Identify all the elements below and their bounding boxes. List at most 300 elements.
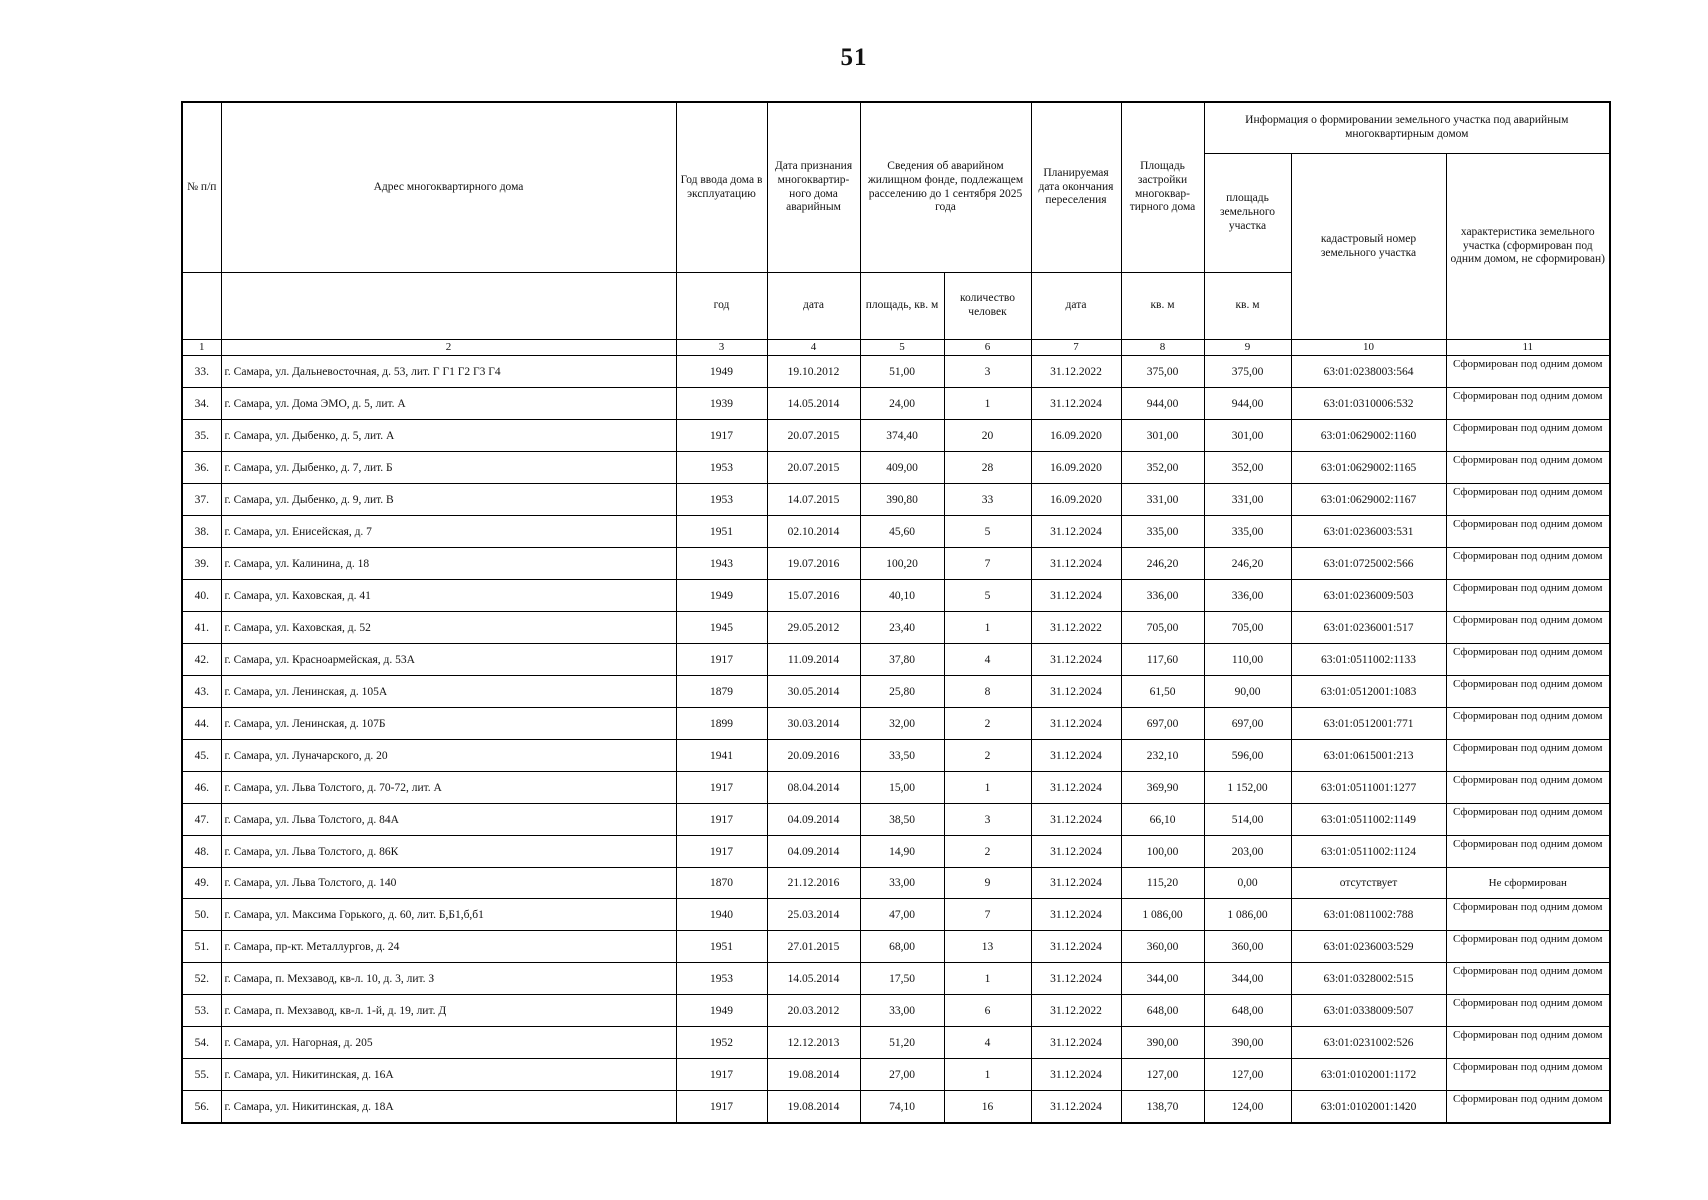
row-number: 42. xyxy=(182,644,221,676)
row-address: г. Самара, ул. Никитинская, д. 16А xyxy=(221,1059,676,1091)
row-people: 1 xyxy=(944,772,1031,804)
row-building-area: 100,00 xyxy=(1121,836,1204,868)
unit-year: год xyxy=(676,273,767,340)
row-building-area: 369,90 xyxy=(1121,772,1204,804)
row-cadastral: 63:01:0328002:515 xyxy=(1291,963,1446,995)
row-people: 16 xyxy=(944,1091,1031,1124)
row-area: 51,00 xyxy=(860,356,944,388)
row-characteristic: Сформирован под одним домом xyxy=(1446,676,1610,708)
row-cadastral: 63:01:0725002:566 xyxy=(1291,548,1446,580)
row-planned-date: 31.12.2024 xyxy=(1031,1059,1121,1091)
table-row xyxy=(182,740,1610,772)
row-characteristic: Сформирован под одним домом xyxy=(1446,644,1610,676)
row-number: 48. xyxy=(182,836,221,868)
row-area: 14,90 xyxy=(860,836,944,868)
column-number: 8 xyxy=(1121,340,1204,356)
row-characteristic: Сформирован под одним домом xyxy=(1446,708,1610,740)
row-address: г. Самара, ул. Дыбенко, д. 9, лит. В xyxy=(221,484,676,516)
row-area: 27,00 xyxy=(860,1059,944,1091)
row-number: 43. xyxy=(182,676,221,708)
row-people: 13 xyxy=(944,931,1031,963)
row-recognition-date: 27.01.2015 xyxy=(767,931,860,963)
row-address: г. Самара, ул. Дыбенко, д. 5, лит. А xyxy=(221,420,676,452)
row-cadastral: 63:01:0629002:1160 xyxy=(1291,420,1446,452)
row-planned-date: 31.12.2024 xyxy=(1031,931,1121,963)
row-address: г. Самара, ул. Енисейская, д. 7 xyxy=(221,516,676,548)
row-planned-date: 31.12.2022 xyxy=(1031,612,1121,644)
row-characteristic: Сформирован под одним домом xyxy=(1446,1091,1610,1124)
unit-building: кв. м xyxy=(1121,273,1204,340)
table-row xyxy=(182,708,1610,740)
header-address-unit xyxy=(221,273,676,340)
row-building-area: 61,50 xyxy=(1121,676,1204,708)
table-row xyxy=(182,420,1610,452)
row-building-area: 648,00 xyxy=(1121,995,1204,1027)
row-land-area: 110,00 xyxy=(1204,644,1291,676)
row-recognition-date: 19.08.2014 xyxy=(767,1091,860,1124)
row-planned-date: 31.12.2024 xyxy=(1031,548,1121,580)
unit-area: площадь, кв. м xyxy=(860,273,944,340)
row-building-area: 301,00 xyxy=(1121,420,1204,452)
column-number: 2 xyxy=(221,340,676,356)
row-characteristic: Сформирован под одним домом xyxy=(1446,580,1610,612)
row-planned-date: 31.12.2022 xyxy=(1031,356,1121,388)
header-cadastral: кадастровый номер земельного участка xyxy=(1291,154,1446,340)
row-planned-date: 31.12.2024 xyxy=(1031,580,1121,612)
row-building-area: 375,00 xyxy=(1121,356,1204,388)
row-characteristic: Сформирован под одним домом xyxy=(1446,963,1610,995)
row-address: г. Самара, ул. Максима Горького, д. 60, лит. Б,Б1,б,б1 xyxy=(221,899,676,931)
row-area: 17,50 xyxy=(860,963,944,995)
row-address: г. Самара, ул. Ленинская, д. 105А xyxy=(221,676,676,708)
row-building-area: 360,00 xyxy=(1121,931,1204,963)
row-area: 23,40 xyxy=(860,612,944,644)
row-cadastral: 63:01:0511002:1133 xyxy=(1291,644,1446,676)
row-land-area: 127,00 xyxy=(1204,1059,1291,1091)
row-area: 409,00 xyxy=(860,452,944,484)
row-characteristic: Сформирован под одним домом xyxy=(1446,484,1610,516)
row-land-area: 596,00 xyxy=(1204,740,1291,772)
table-row xyxy=(182,836,1610,868)
table-body xyxy=(182,356,1610,1124)
row-year: 1940 xyxy=(676,899,767,931)
row-area: 33,50 xyxy=(860,740,944,772)
table-row xyxy=(182,931,1610,963)
row-recognition-date: 29.05.2012 xyxy=(767,612,860,644)
page-number: 51 xyxy=(840,44,868,71)
row-address: г. Самара, ул. Льва Толстого, д. 70-72, лит. А xyxy=(221,772,676,804)
row-planned-date: 31.12.2022 xyxy=(1031,995,1121,1027)
row-people: 20 xyxy=(944,420,1031,452)
column-number: 4 xyxy=(767,340,860,356)
row-area: 74,10 xyxy=(860,1091,944,1124)
row-land-area: 1 152,00 xyxy=(1204,772,1291,804)
row-number: 50. xyxy=(182,899,221,931)
row-cadastral: 63:01:0511002:1124 xyxy=(1291,836,1446,868)
row-building-area: 138,70 xyxy=(1121,1091,1204,1124)
row-building-area: 127,00 xyxy=(1121,1059,1204,1091)
row-recognition-date: 12.12.2013 xyxy=(767,1027,860,1059)
row-building-area: 335,00 xyxy=(1121,516,1204,548)
row-characteristic: Сформирован под одним домом xyxy=(1446,388,1610,420)
row-people: 7 xyxy=(944,899,1031,931)
row-cadastral: 63:01:0236001:517 xyxy=(1291,612,1446,644)
row-year: 1951 xyxy=(676,931,767,963)
row-building-area: 697,00 xyxy=(1121,708,1204,740)
row-people: 33 xyxy=(944,484,1031,516)
table-row xyxy=(182,580,1610,612)
header-year: Год ввода дома в эксплуатацию xyxy=(676,102,767,273)
row-land-area: 331,00 xyxy=(1204,484,1291,516)
table-header xyxy=(182,102,1610,356)
row-address: г. Самара, ул. Красноармейская, д. 53А xyxy=(221,644,676,676)
row-year: 1899 xyxy=(676,708,767,740)
row-cadastral: 63:01:0238003:564 xyxy=(1291,356,1446,388)
row-area: 68,00 xyxy=(860,931,944,963)
header-address: Адрес многоквартирного дома xyxy=(221,102,676,273)
row-number: 38. xyxy=(182,516,221,548)
row-address: г. Самара, ул. Дыбенко, д. 7, лит. Б xyxy=(221,452,676,484)
row-year: 1953 xyxy=(676,452,767,484)
row-recognition-date: 20.07.2015 xyxy=(767,452,860,484)
row-cadastral: 63:01:0102001:1420 xyxy=(1291,1091,1446,1124)
row-recognition-date: 14.05.2014 xyxy=(767,388,860,420)
unit-people: количество человек xyxy=(944,273,1031,340)
row-people: 6 xyxy=(944,995,1031,1027)
row-area: 100,20 xyxy=(860,548,944,580)
row-people: 3 xyxy=(944,356,1031,388)
row-year: 1917 xyxy=(676,804,767,836)
row-cadastral: 63:01:0236003:531 xyxy=(1291,516,1446,548)
row-planned-date: 31.12.2024 xyxy=(1031,516,1121,548)
row-number: 49. xyxy=(182,868,221,899)
row-people: 1 xyxy=(944,612,1031,644)
row-number: 47. xyxy=(182,804,221,836)
row-building-area: 246,20 xyxy=(1121,548,1204,580)
row-recognition-date: 19.07.2016 xyxy=(767,548,860,580)
row-recognition-date: 25.03.2014 xyxy=(767,899,860,931)
table-row xyxy=(182,899,1610,931)
row-building-area: 331,00 xyxy=(1121,484,1204,516)
row-number: 52. xyxy=(182,963,221,995)
row-address: г. Самара, ул. Луначарского, д. 20 xyxy=(221,740,676,772)
row-land-area: 514,00 xyxy=(1204,804,1291,836)
row-land-area: 203,00 xyxy=(1204,836,1291,868)
header-land-area: площадь земельного участка xyxy=(1204,154,1291,273)
row-people: 2 xyxy=(944,708,1031,740)
row-cadastral: 63:01:0512001:1083 xyxy=(1291,676,1446,708)
row-people: 1 xyxy=(944,388,1031,420)
row-cadastral: 63:01:0236009:503 xyxy=(1291,580,1446,612)
row-building-area: 344,00 xyxy=(1121,963,1204,995)
row-number: 37. xyxy=(182,484,221,516)
column-number: 7 xyxy=(1031,340,1121,356)
table-row xyxy=(182,356,1610,388)
row-people: 3 xyxy=(944,804,1031,836)
row-cadastral: 63:01:0629002:1165 xyxy=(1291,452,1446,484)
row-land-area: 1 086,00 xyxy=(1204,899,1291,931)
row-cadastral: 63:01:0236003:529 xyxy=(1291,931,1446,963)
header-building-area: Площадь застройки многоквар-тирного дома xyxy=(1121,102,1204,273)
table-row xyxy=(182,612,1610,644)
header-planned-date: Планируемая дата окончания переселения xyxy=(1031,102,1121,273)
header-recognition-date: Дата признания многоквартир-ного дома аварийным xyxy=(767,102,860,273)
table-row xyxy=(182,963,1610,995)
row-area: 24,00 xyxy=(860,388,944,420)
row-planned-date: 31.12.2024 xyxy=(1031,804,1121,836)
row-planned-date: 16.09.2020 xyxy=(1031,484,1121,516)
row-people: 28 xyxy=(944,452,1031,484)
row-planned-date: 31.12.2024 xyxy=(1031,899,1121,931)
row-recognition-date: 04.09.2014 xyxy=(767,804,860,836)
row-recognition-date: 20.07.2015 xyxy=(767,420,860,452)
row-building-area: 115,20 xyxy=(1121,868,1204,899)
row-characteristic: Сформирован под одним домом xyxy=(1446,804,1610,836)
row-number: 39. xyxy=(182,548,221,580)
row-area: 47,00 xyxy=(860,899,944,931)
row-characteristic: Сформирован под одним домом xyxy=(1446,1059,1610,1091)
emergency-housing-table xyxy=(181,101,1611,1124)
row-land-area: 944,00 xyxy=(1204,388,1291,420)
unit-land: кв. м xyxy=(1204,273,1291,340)
row-recognition-date: 20.09.2016 xyxy=(767,740,860,772)
row-planned-date: 31.12.2024 xyxy=(1031,1027,1121,1059)
column-number: 3 xyxy=(676,340,767,356)
row-recognition-date: 02.10.2014 xyxy=(767,516,860,548)
row-number: 34. xyxy=(182,388,221,420)
row-area: 374,40 xyxy=(860,420,944,452)
row-people: 7 xyxy=(944,548,1031,580)
row-planned-date: 16.09.2020 xyxy=(1031,420,1121,452)
row-cadastral: 63:01:0511001:1277 xyxy=(1291,772,1446,804)
row-planned-date: 16.09.2020 xyxy=(1031,452,1121,484)
row-address: г. Самара, п. Мехзавод, кв-л. 10, д. 3, лит. З xyxy=(221,963,676,995)
row-recognition-date: 21.12.2016 xyxy=(767,868,860,899)
row-land-area: 124,00 xyxy=(1204,1091,1291,1124)
row-land-area: 648,00 xyxy=(1204,995,1291,1027)
row-characteristic: Сформирован под одним домом xyxy=(1446,612,1610,644)
row-year: 1953 xyxy=(676,484,767,516)
table-row xyxy=(182,995,1610,1027)
row-recognition-date: 15.07.2016 xyxy=(767,580,860,612)
row-recognition-date: 20.03.2012 xyxy=(767,995,860,1027)
row-address: г. Самара, ул. Каховская, д. 52 xyxy=(221,612,676,644)
row-area: 15,00 xyxy=(860,772,944,804)
row-building-area: 352,00 xyxy=(1121,452,1204,484)
row-planned-date: 31.12.2024 xyxy=(1031,772,1121,804)
row-characteristic: Сформирован под одним домом xyxy=(1446,516,1610,548)
row-address: г. Самара, ул. Нагорная, д. 205 xyxy=(221,1027,676,1059)
row-number: 40. xyxy=(182,580,221,612)
row-people: 9 xyxy=(944,868,1031,899)
row-number: 33. xyxy=(182,356,221,388)
table-row xyxy=(182,388,1610,420)
row-characteristic: Сформирован под одним домом xyxy=(1446,740,1610,772)
row-land-area: 246,20 xyxy=(1204,548,1291,580)
row-building-area: 66,10 xyxy=(1121,804,1204,836)
row-planned-date: 31.12.2024 xyxy=(1031,644,1121,676)
row-building-area: 705,00 xyxy=(1121,612,1204,644)
row-planned-date: 31.12.2024 xyxy=(1031,868,1121,899)
row-recognition-date: 04.09.2014 xyxy=(767,836,860,868)
row-number: 45. xyxy=(182,740,221,772)
row-number: 35. xyxy=(182,420,221,452)
table-row xyxy=(182,1059,1610,1091)
row-building-area: 336,00 xyxy=(1121,580,1204,612)
row-building-area: 944,00 xyxy=(1121,388,1204,420)
row-characteristic: Сформирован под одним домом xyxy=(1446,356,1610,388)
row-year: 1870 xyxy=(676,868,767,899)
row-people: 1 xyxy=(944,1059,1031,1091)
row-year: 1949 xyxy=(676,356,767,388)
row-address: г. Самара, ул. Дальневосточная, д. 53, лит. Г Г1 Г2 Г3 Г4 xyxy=(221,356,676,388)
table-row xyxy=(182,676,1610,708)
row-planned-date: 31.12.2024 xyxy=(1031,740,1121,772)
row-area: 51,20 xyxy=(860,1027,944,1059)
column-number: 6 xyxy=(944,340,1031,356)
row-planned-date: 31.12.2024 xyxy=(1031,963,1121,995)
row-year: 1917 xyxy=(676,836,767,868)
row-land-area: 335,00 xyxy=(1204,516,1291,548)
row-land-area: 705,00 xyxy=(1204,612,1291,644)
row-number: 51. xyxy=(182,931,221,963)
row-number: 41. xyxy=(182,612,221,644)
row-address: г. Самара, ул. Льва Толстого, д. 86К xyxy=(221,836,676,868)
column-number: 5 xyxy=(860,340,944,356)
row-area: 33,00 xyxy=(860,995,944,1027)
row-land-area: 336,00 xyxy=(1204,580,1291,612)
row-address: г. Самара, п. Мехзавод, кв-л. 1-й, д. 19, лит. Д xyxy=(221,995,676,1027)
row-number: 53. xyxy=(182,995,221,1027)
row-people: 4 xyxy=(944,644,1031,676)
row-land-area: 301,00 xyxy=(1204,420,1291,452)
row-number: 44. xyxy=(182,708,221,740)
row-year: 1917 xyxy=(676,1091,767,1124)
row-year: 1949 xyxy=(676,580,767,612)
row-building-area: 232,10 xyxy=(1121,740,1204,772)
header-num-unit xyxy=(182,273,221,340)
row-year: 1879 xyxy=(676,676,767,708)
row-characteristic: Не сформирован xyxy=(1446,868,1610,899)
table-row xyxy=(182,868,1610,899)
column-number: 9 xyxy=(1204,340,1291,356)
row-cadastral: 63:01:0511002:1149 xyxy=(1291,804,1446,836)
row-characteristic: Сформирован под одним домом xyxy=(1446,1027,1610,1059)
row-year: 1953 xyxy=(676,963,767,995)
row-land-area: 352,00 xyxy=(1204,452,1291,484)
row-planned-date: 31.12.2024 xyxy=(1031,836,1121,868)
row-planned-date: 31.12.2024 xyxy=(1031,676,1121,708)
row-address: г. Самара, ул. Дома ЭМО, д. 5, лит. А xyxy=(221,388,676,420)
table-row xyxy=(182,644,1610,676)
table-row xyxy=(182,1027,1610,1059)
unit-date: дата xyxy=(767,273,860,340)
table-row xyxy=(182,516,1610,548)
row-recognition-date: 30.05.2014 xyxy=(767,676,860,708)
row-land-area: 0,00 xyxy=(1204,868,1291,899)
row-people: 2 xyxy=(944,740,1031,772)
row-number: 56. xyxy=(182,1091,221,1124)
table-row xyxy=(182,804,1610,836)
row-year: 1952 xyxy=(676,1027,767,1059)
row-number: 46. xyxy=(182,772,221,804)
row-cadastral: 63:01:0310006:532 xyxy=(1291,388,1446,420)
row-address: г. Самара, ул. Льва Толстого, д. 84А xyxy=(221,804,676,836)
row-land-area: 344,00 xyxy=(1204,963,1291,995)
row-people: 2 xyxy=(944,836,1031,868)
row-area: 37,80 xyxy=(860,644,944,676)
column-number: 1 xyxy=(182,340,221,356)
row-cadastral: 63:01:0615001:213 xyxy=(1291,740,1446,772)
row-characteristic: Сформирован под одним домом xyxy=(1446,995,1610,1027)
row-building-area: 1 086,00 xyxy=(1121,899,1204,931)
row-recognition-date: 11.09.2014 xyxy=(767,644,860,676)
row-address: г. Самара, ул. Льва Толстого, д. 140 xyxy=(221,868,676,899)
row-number: 54. xyxy=(182,1027,221,1059)
row-year: 1939 xyxy=(676,388,767,420)
row-address: г. Самара, ул. Калинина, д. 18 xyxy=(221,548,676,580)
row-address: г. Самара, пр-кт. Металлургов, д. 24 xyxy=(221,931,676,963)
table-row xyxy=(182,772,1610,804)
row-area: 25,80 xyxy=(860,676,944,708)
row-year: 1917 xyxy=(676,772,767,804)
header-characteristic: характеристика земельного участка (сформирован под одним домом, не сформирован) xyxy=(1446,154,1610,340)
header-emergency-fund: Сведения об аварийном жилищном фонде, подлежащем расселению до 1 сентября 2025 года xyxy=(860,102,1031,273)
table-row xyxy=(182,1091,1610,1124)
row-recognition-date: 19.10.2012 xyxy=(767,356,860,388)
row-address: г. Самара, ул. Каховская, д. 41 xyxy=(221,580,676,612)
row-land-area: 697,00 xyxy=(1204,708,1291,740)
row-people: 8 xyxy=(944,676,1031,708)
row-people: 1 xyxy=(944,963,1031,995)
unit-planned: дата xyxy=(1031,273,1121,340)
row-characteristic: Сформирован под одним домом xyxy=(1446,836,1610,868)
row-year: 1949 xyxy=(676,995,767,1027)
row-address: г. Самара, ул. Ленинская, д. 107Б xyxy=(221,708,676,740)
row-planned-date: 31.12.2024 xyxy=(1031,1091,1121,1124)
row-land-area: 90,00 xyxy=(1204,676,1291,708)
column-number: 11 xyxy=(1446,340,1610,356)
row-recognition-date: 08.04.2014 xyxy=(767,772,860,804)
table-row xyxy=(182,452,1610,484)
header-num: № п/п xyxy=(182,102,221,273)
row-area: 390,80 xyxy=(860,484,944,516)
row-area: 33,00 xyxy=(860,868,944,899)
column-numbers-row xyxy=(182,340,1610,356)
row-cadastral: 63:01:0231002:526 xyxy=(1291,1027,1446,1059)
row-recognition-date: 14.07.2015 xyxy=(767,484,860,516)
row-land-area: 375,00 xyxy=(1204,356,1291,388)
row-cadastral: 63:01:0102001:1172 xyxy=(1291,1059,1446,1091)
row-characteristic: Сформирован под одним домом xyxy=(1446,931,1610,963)
row-year: 1943 xyxy=(676,548,767,580)
row-characteristic: Сформирован под одним домом xyxy=(1446,420,1610,452)
row-characteristic: Сформирован под одним домом xyxy=(1446,772,1610,804)
row-recognition-date: 30.03.2014 xyxy=(767,708,860,740)
row-cadastral: 63:01:0811002:788 xyxy=(1291,899,1446,931)
row-building-area: 117,60 xyxy=(1121,644,1204,676)
row-building-area: 390,00 xyxy=(1121,1027,1204,1059)
row-year: 1941 xyxy=(676,740,767,772)
row-cadastral: 63:01:0512001:771 xyxy=(1291,708,1446,740)
row-cadastral: 63:01:0629002:1167 xyxy=(1291,484,1446,516)
row-number: 36. xyxy=(182,452,221,484)
row-area: 32,00 xyxy=(860,708,944,740)
row-planned-date: 31.12.2024 xyxy=(1031,388,1121,420)
row-land-area: 390,00 xyxy=(1204,1027,1291,1059)
row-characteristic: Сформирован под одним домом xyxy=(1446,452,1610,484)
row-area: 40,10 xyxy=(860,580,944,612)
